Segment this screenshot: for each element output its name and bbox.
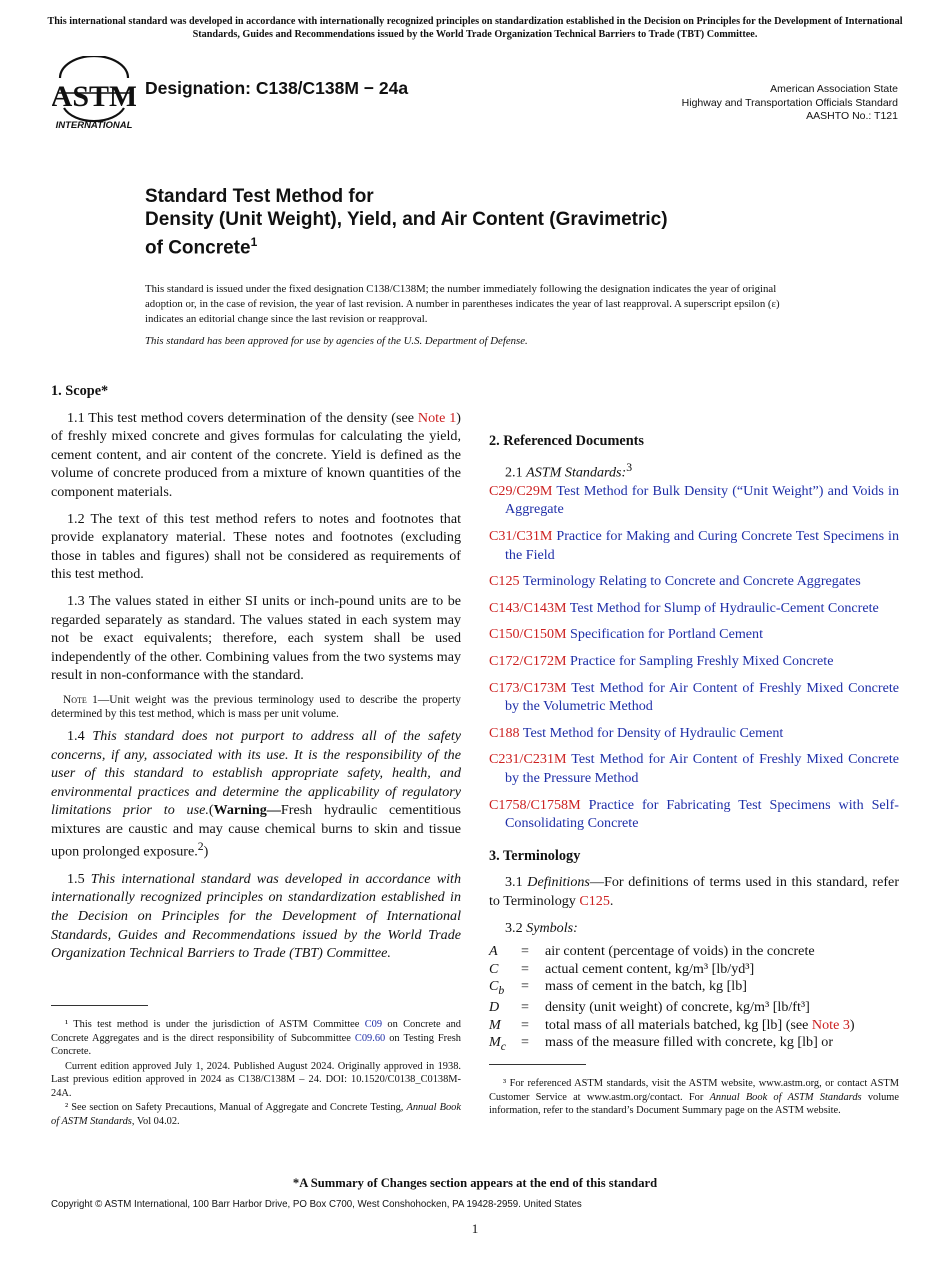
symbol-definition: total mass of all materials batched, kg [lb] (see Note 3): [545, 1016, 855, 1033]
symbol-definition: density (unit weight) of concrete, kg/m³ [lb/ft³]: [545, 999, 810, 1016]
footnotes-left: [51, 1018, 461, 1129]
reference-id[interactable]: C125: [489, 573, 520, 590]
reference-id[interactable]: C172/C172M: [489, 653, 567, 670]
reference-title[interactable]: Test Method for Air Content of Freshly Mixed Concrete by the Pressure Method: [505, 751, 899, 786]
left-column: [51, 382, 461, 971]
reference-title[interactable]: Specification for Portland Cement: [566, 626, 764, 643]
symbol-definition: air content (percentage of voids) in the concrete: [545, 943, 815, 960]
reference-title[interactable]: Test Method for Air Content of Freshly Mixed Concrete by the Volumetric Method: [505, 679, 899, 715]
designation: Designation: C138/C138M − 24a: [145, 78, 409, 98]
equals-sign: =: [521, 960, 529, 977]
symbol: C: [489, 960, 499, 977]
reference-title[interactable]: Practice for Sampling Freshly Mixed Concrete: [566, 653, 834, 670]
symbol: $C_b$: [489, 978, 505, 997]
right-column: [489, 382, 899, 1056]
reference-id[interactable]: C173/C173M: [489, 679, 567, 696]
symbol: M: [489, 1016, 501, 1033]
symbol-list: [489, 943, 899, 1056]
reference-id[interactable]: C29/C29M: [489, 482, 553, 499]
symbol-definition: mass of the measure filled with concrete, kg [lb] or: [545, 1034, 834, 1051]
footnote-1: ¹ This test method is under the jurisdiction of ASTM Committee C09 on Concrete and Concrete Aggregates and is the direct responsibility of Subcommittee C09.60 on Testing Fresh Concrete.: [51, 1019, 461, 1057]
para-2-1: 2.1 ASTM Standards:$^3$: [505, 460, 633, 481]
document-title: [145, 186, 668, 260]
reference-title[interactable]: Test Method for Slump of Hydraulic-Cement Concrete: [566, 599, 879, 616]
aashto-block: [682, 83, 898, 124]
aashto-line-1: American Association State: [770, 83, 898, 95]
para-1-4: 1.4 This standard does not purport to address all of the safety concerns, if any, associated with its use. It is the responsibility of the user of this standard to establish appropriate safety, health, and environmental practices and determine the applicability of regulatory limitations prior to use.(Warning—Fresh hydraulic cementitious mixtures are caustic and may cause chemical burns to skin and tissue upon prolonged exposure.$^2$): [51, 727, 462, 861]
reference-item[interactable]: [489, 599, 899, 618]
reference-item[interactable]: [489, 652, 899, 671]
symbol-definition: mass of cement in the batch, kg [lb]: [545, 978, 747, 995]
reference-list: [489, 482, 899, 833]
footnote-rule-left: [51, 1005, 148, 1006]
symbol: A: [489, 943, 498, 960]
astm-logo: [52, 56, 136, 130]
equals-sign: =: [521, 999, 529, 1016]
equals-sign: =: [521, 1034, 529, 1051]
referenced-heading: 2. Referenced Documents: [489, 433, 644, 449]
reference-id[interactable]: C31/C31M: [489, 528, 553, 545]
top-notice: This international standard was developed in accordance with internationally recognized principles on standardization established in the Decision on Principles for the Development of International Standards, Guides and Recommendations issued by the World Trade Organization Technical Barriers to Trade (TBT) Committee.: [47, 16, 903, 40]
issue-note: This standard is issued under the fixed designation C138/C138M; the number immediately following the designation indicates the year of original adoption or, in the case of revision, the year of last revision. A number in parentheses indicates the year of last reapproval. A superscript epsilon (ε) indicates an editorial change since the last revision or reapproval.: [145, 283, 780, 325]
reference-item[interactable]: [489, 679, 899, 716]
reference-item[interactable]: [489, 572, 899, 591]
reference-item[interactable]: [489, 724, 899, 743]
note-1: Note 1—Unit weight was the previous terminology used to describe the property determined by this test method, which is mass per unit volume.: [51, 693, 461, 721]
para-1-2: 1.2 The text of this test method refers to notes and footnotes that provide explanatory material. These notes and footnotes (excluding those in tables and figures) shall not be considered as requirements of this test method.: [51, 510, 461, 583]
footnotes-right: [489, 1077, 899, 1119]
page-number: 1: [471, 1221, 479, 1236]
symbol: D: [489, 999, 500, 1016]
dod-note: This standard has been approved for use by agencies of the U.S. Department of Defense.: [145, 335, 528, 347]
title-line-3: of Concrete$^1$: [145, 235, 258, 259]
aashto-line-3: AASHTO No.: T121: [806, 110, 898, 122]
c09-link[interactable]: C09: [364, 1019, 383, 1030]
reference-item[interactable]: [489, 625, 899, 644]
reference-id[interactable]: C231/C231M: [489, 751, 567, 768]
footnote-1-edition: Current edition approved July 1, 2024. Published August 2024. Originally approved in 1938. Last previous edition approved in 2024 as C138/C138M – 24. DOI: 10.1520/C0138_C0138M-24A.: [51, 1060, 461, 1099]
terminology-heading: 3. Terminology: [489, 847, 581, 864]
para-1-1: 1.1 This test method covers determination of the density (see Note 1) of freshly mixed concrete and gives formulas for calculating the yield, cement content, and air content of the concrete. Yield is defined as the volume of concrete produced from a mixture of known quantities of the component materials.: [51, 409, 461, 500]
reference-id[interactable]: C188: [489, 724, 520, 741]
scope-heading: 1. Scope*: [51, 383, 109, 399]
reference-title[interactable]: Test Method for Bulk Density (“Unit Weight”) and Voids in Aggregate: [505, 482, 899, 518]
reference-title[interactable]: Test Method for Density of Hydraulic Cement: [519, 724, 784, 741]
note-1-link[interactable]: Note 1: [417, 409, 457, 426]
copyright: Copyright © ASTM International, 100 Barr Harbor Drive, PO Box C700, West Conshohocken, PA 19428-2959. United States: [51, 1199, 582, 1210]
reference-item[interactable]: [489, 482, 899, 519]
reference-title[interactable]: Practice for Fabricating Test Specimens with Self-Consolidating Concrete: [505, 796, 899, 832]
symbol-definition: actual cement content, kg/m³ [lb/yd³]: [545, 960, 755, 977]
symbol: $M_c$: [489, 1034, 506, 1054]
footnote-2: ² See section on Safety Precautions, Manual of Aggregate and Concrete Testing, Annual Book of ASTM Standards, Vol 04.02.: [51, 1102, 461, 1127]
svg-text:ASTM: ASTM: [52, 80, 136, 113]
equals-sign: =: [521, 1016, 529, 1033]
astm-logo-icon: [52, 56, 136, 130]
c0960-link[interactable]: C09.60: [354, 1032, 386, 1044]
note-3-link[interactable]: Note 3: [811, 1016, 850, 1033]
para-3-2: 3.2 Symbols:: [505, 919, 578, 936]
title-line-1: Standard Test Method for: [145, 186, 374, 207]
reference-id[interactable]: C1758/C1758M: [489, 796, 581, 813]
equals-sign: =: [521, 978, 529, 995]
para-1-3: 1.3 The values stated in either SI units or inch-pound units are to be regarded separately as standard. The values stated in each system may not be exact equivalents; therefore, each system shall be used independently of the other. Combining values from the two systems may result in non-conformance with the standard.: [51, 592, 461, 684]
reference-item[interactable]: [489, 527, 899, 564]
aashto-line-2: Highway and Transportation Officials Standard: [681, 96, 898, 109]
equals-sign: =: [521, 943, 529, 960]
reference-id[interactable]: C150/C150M: [489, 626, 567, 643]
reference-title[interactable]: Practice for Making and Curing Concrete Test Specimens in the Field: [505, 528, 899, 563]
c125-link[interactable]: C125: [579, 892, 610, 909]
footnote-rule-right: [489, 1064, 586, 1065]
title-line-2: Density (Unit Weight), Yield, and Air Content (Gravimetric): [145, 208, 668, 230]
svg-text:INTERNATIONAL: INTERNATIONAL: [55, 120, 133, 130]
para-1-5: 1.5 This international standard was developed in accordance with internationally recognized principles on standardization established in the Decision on Principles for the Development of International Standards, Guides and Recommendations issued by the World Trade Organization Technical Barriers to Trade (TBT) Committee.: [51, 870, 461, 962]
reference-item[interactable]: [489, 750, 899, 787]
footnote-3: ³ For referenced ASTM standards, visit the ASTM website, www.astm.org, or contact ASTM Customer Service at www.astm.org/contact. For Annual Book of ASTM Standards volume information, refer to the standard’s Document Summary page on the ASTM website.: [489, 1078, 899, 1116]
reference-item[interactable]: [489, 796, 899, 833]
reference-title[interactable]: Terminology Relating to Concrete and Concrete Aggregates: [519, 573, 861, 590]
summary-of-changes: *A Summary of Changes section appears at the end of this standard: [292, 1176, 658, 1190]
para-3-1: 3.1 Definitions—For definitions of terms used in this standard, refer to Terminology C125.: [489, 874, 900, 909]
reference-id[interactable]: C143/C143M: [489, 599, 567, 616]
